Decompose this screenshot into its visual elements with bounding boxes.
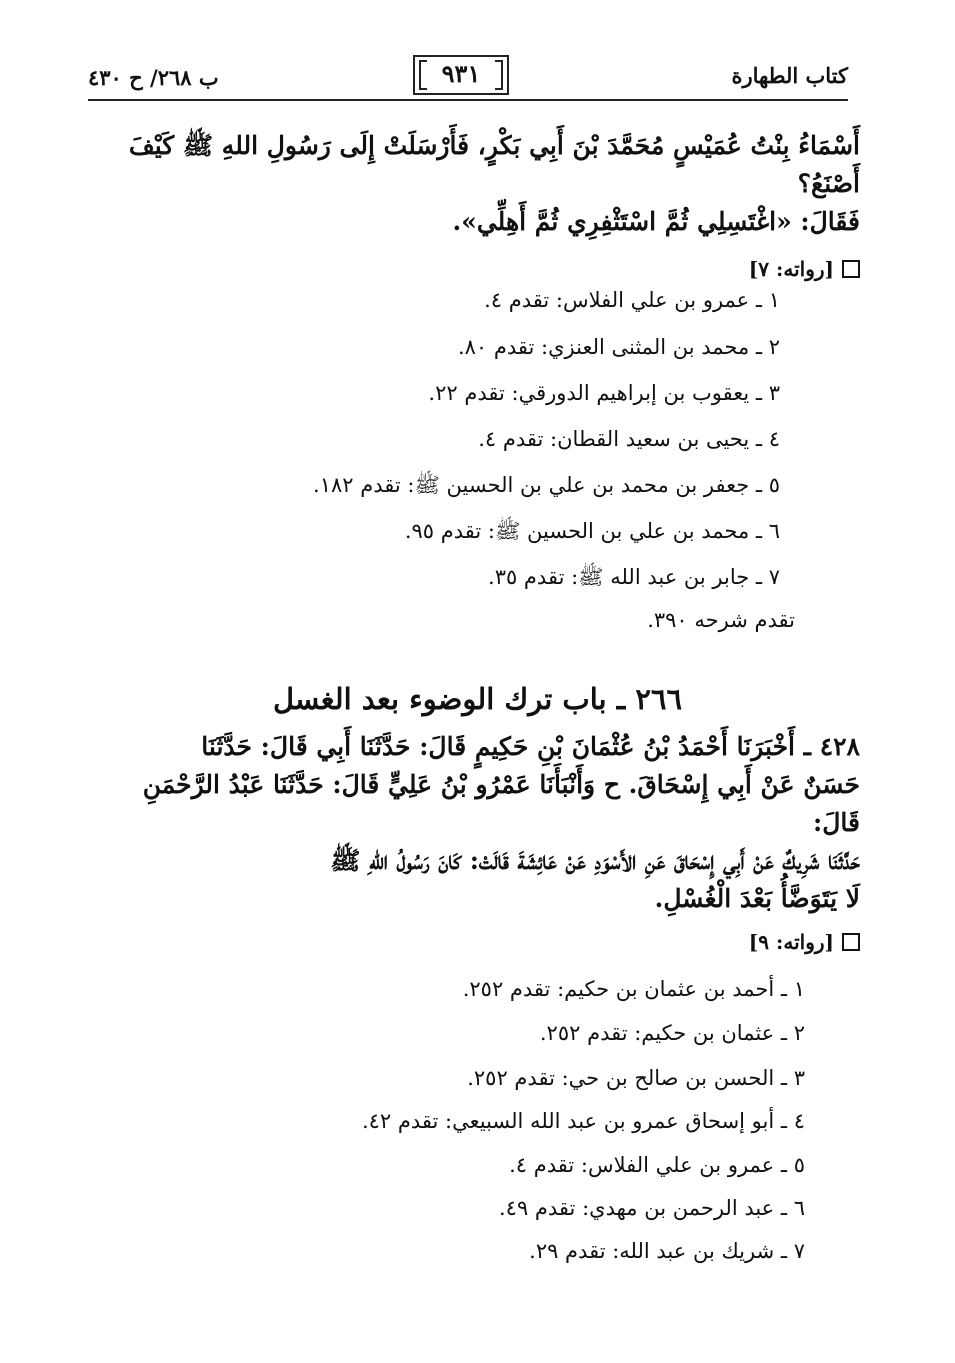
page-number: ٩٣١	[441, 59, 481, 88]
hadith-line: ٤٢٨ ـ أَخْبَرَنَا أَحْمَدُ بْنُ عُثْمَانَ بْنِ حَكِيمٍ قَالَ: حَدَّثَنَا أَبِي قَالَ: حَدَّثَنَا	[201, 732, 860, 761]
narrator-item: ٧ ـ جابر بن عبد الله ﷺ: تقدم ٣٥.	[488, 565, 780, 589]
narrator-item: ٤ ـ أبو إسحاق عمرو بن عبد الله السبيعي: تقدم ٤٢.	[361, 1109, 805, 1133]
narrator-item: ٦ ـ عبد الرحمن بن مهدي: تقدم ٤٩.	[498, 1196, 805, 1220]
narrator-item: ٥ ـ عمرو بن علي الفلاس: تقدم ٤.	[509, 1153, 805, 1177]
narrator-item: ٦ ـ محمد بن علي بن الحسين ﷺ: تقدم ٩٥.	[404, 519, 780, 543]
narrator-item: ٢ ـ محمد بن المثنى العنزي: تقدم ٨٠.	[457, 335, 780, 359]
square-icon	[842, 260, 860, 278]
book-title: كتاب الطهارة	[731, 63, 848, 88]
narrator-item: ٧ ـ شريك بن عبد الله: تقدم ٢٩.	[529, 1239, 805, 1263]
narrator-item: ٣ ـ يعقوب بن إبراهيم الدورقي: تقدم ٢٢.	[428, 381, 780, 405]
header-rule	[88, 99, 848, 101]
narrators-heading	[90, 930, 860, 954]
hadith-line: فَقَالَ: «اغْتَسِلِي ثُمَّ اسْتَثْفِرِي ثُمَّ أَهِلِّي».	[452, 207, 860, 236]
narrator-item: ٤ ـ يحيى بن سعيد القطان: تقدم ٤.	[478, 427, 780, 451]
narrator-item: ٣ ـ الحسن بن صالح بن حي: تقدم ٢٥٢.	[467, 1066, 805, 1090]
hadith-line: أَسْمَاءُ بِنْتُ عُمَيْسٍ مُحَمَّدَ بْنَ أَبِي بَكْرٍ، فَأَرْسَلَتْ إِلَى رَسُولِ اللهِ ﷺ كَيْفَ أَصْنَعُ؟	[128, 131, 860, 198]
chapter-title: ٢٦٦ ـ باب ترك الوضوء بعد الغسل	[272, 682, 683, 716]
hadith-continuation	[90, 127, 860, 241]
narrators-heading	[90, 257, 860, 281]
page-header	[88, 55, 848, 105]
narrator-item: ١ ـ أحمد بن عثمان بن حكيم: تقدم ٢٥٢.	[462, 977, 805, 1001]
hadith-line: حَسَنٌ عَنْ أَبِي إِسْحَاقَ. ح وَأَنْبَأَنَا عَمْرُو بْنُ عَلِيٍّ قَالَ: حَدَّثَنَا عَبْدُ الرَّحْمَنِ قَالَ:	[142, 770, 860, 837]
commentary-note: تقدم شرحه ٣٩٠.	[647, 608, 795, 632]
hadith-line: حَدَّثَنَا شَرِيكٌ عَنْ أَبِي إِسْحَاقَ عَنِ الأَسْوَدِ عَنْ عَائِشَةَ قَالَتْ: كَانَ رَسُولُ اللهِ ﷺ	[330, 846, 860, 875]
chapter-reference: ب ٢٦٨/ ح ٤٣٠	[88, 65, 219, 90]
square-icon	[842, 933, 860, 951]
narrators-count: [رواته: ٩]	[748, 930, 834, 954]
narrator-item: ٥ ـ جعفر بن محمد بن علي بن الحسين ﷺ: تقدم ١٨٢.	[313, 473, 780, 497]
narrators-count: [رواته: ٧]	[748, 257, 834, 281]
hadith-line: لَا يَتَوَضَّأُ بَعْدَ الْغُسْلِ.	[654, 884, 860, 913]
narrator-item: ١ ـ عمرو بن علي الفلاس: تقدم ٤.	[484, 288, 780, 312]
narrator-item: ٢ ـ عثمان بن حكيم: تقدم ٢٥٢.	[539, 1021, 805, 1045]
hadith-428	[90, 728, 860, 918]
page-number-box	[413, 55, 509, 95]
